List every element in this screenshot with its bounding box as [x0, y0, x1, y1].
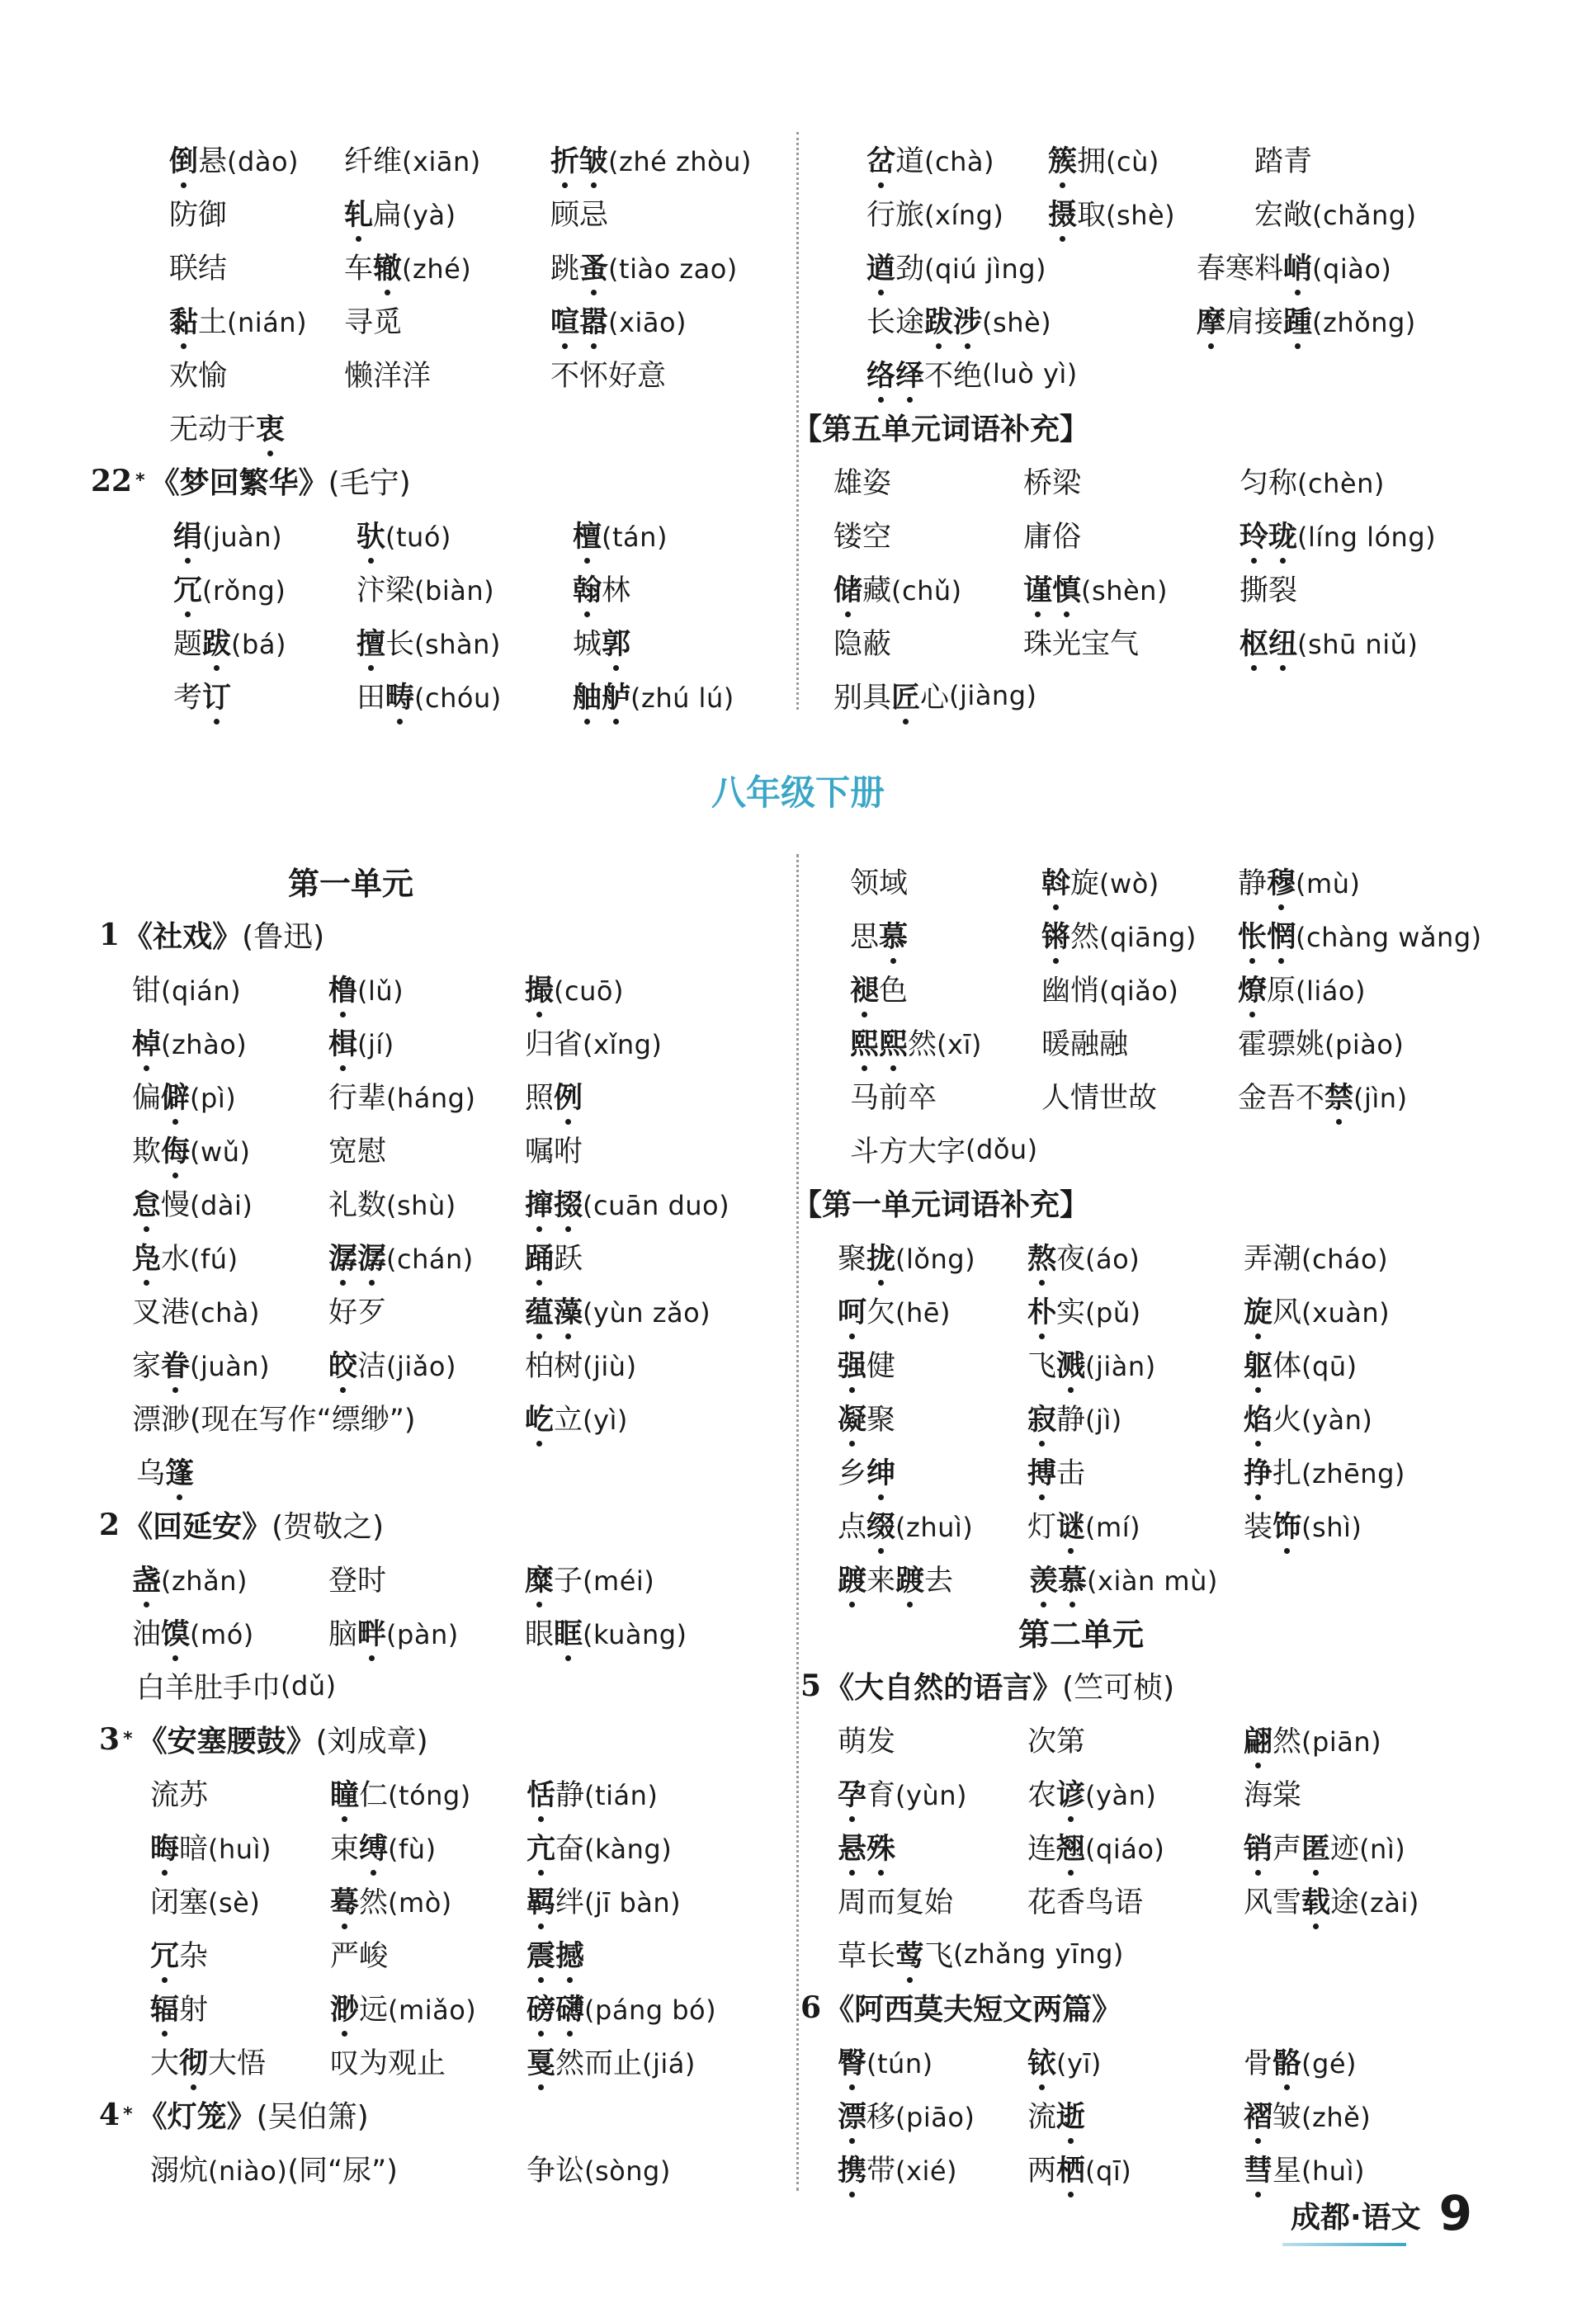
vocab-row	[784, 561, 1469, 615]
vocab-item: 飞溅(jiàn)	[1027, 1343, 1244, 1385]
vocab-item: 楫(jí)	[328, 1022, 525, 1063]
vocab-item: 翰林	[573, 568, 858, 609]
vocab-item: 呵欠(hē)	[838, 1290, 1027, 1331]
lesson-number: 3	[99, 1721, 120, 1757]
vocab-item: 储藏(chǔ)	[833, 568, 1023, 609]
vocab-item: 白羊肚手巾 (dǔ)	[136, 1669, 337, 1705]
vocab-item: 家眷(juàn)	[132, 1343, 328, 1385]
vocab-item: 溺炕(niào)(同“尿”)	[150, 2154, 398, 2188]
vocab-item: 冗杂	[150, 1933, 330, 1975]
page-number: 9	[1438, 2185, 1472, 2241]
vocab-item: 躯体(qū)	[1244, 1343, 1523, 1385]
lesson-author: (鲁迅)	[242, 920, 325, 954]
vocab-item: 霍骠姚(piào)	[1238, 1027, 1405, 1061]
vocab-row	[91, 1069, 776, 1122]
vocab-list	[91, 507, 784, 722]
vocab-item: 岔道(chà)	[866, 139, 1048, 180]
vocab-item: 羡慕(xiàn mù)	[1029, 1558, 1523, 1599]
vocab-item: 归省(xǐng)	[525, 1027, 663, 1061]
lesson-number: 5	[800, 1668, 822, 1703]
vocab-item: 冗(rǒng)	[173, 568, 357, 609]
vocab-item: 踊跃	[525, 1236, 817, 1277]
vocab-item: 叹为观止	[330, 2046, 446, 2080]
vocab-row	[91, 1337, 776, 1390]
vocab-row	[91, 347, 784, 400]
vocab-item: 销声匿迹(nì)	[1244, 1826, 1523, 1867]
lesson-heading	[784, 1659, 1469, 1712]
vocab-item: 搏击	[1027, 1451, 1244, 1492]
page-footer	[1291, 2185, 1472, 2241]
vocab-row	[91, 1766, 776, 1820]
vocab-item: 弄潮(cháo)	[1244, 1242, 1389, 1276]
vocab-row	[784, 1551, 1469, 1605]
vocab-item: 亢奋(kàng)	[526, 1826, 819, 1867]
vocab-row	[784, 1444, 1469, 1498]
lesson-title: 《安塞腰鼓》	[137, 1725, 316, 1758]
vocab-item: 燎原(liáo)	[1238, 968, 1535, 1009]
lesson-number: 4	[99, 2097, 120, 2132]
vocab-list	[91, 961, 776, 1390]
vocab-item: 严峻	[330, 1939, 389, 1973]
vocab-item: 斗方大字 (dǒu)	[850, 1133, 1038, 1168]
lesson-author: (毛宁)	[328, 466, 411, 500]
vocab-item: 联结	[169, 252, 228, 286]
vocab-item: 褪色	[850, 968, 1041, 1009]
vocab-item: 幽悄(qiǎo)	[1041, 974, 1179, 1008]
vocab-item: 斡旋(wò)	[1041, 861, 1238, 902]
vocab-row	[91, 561, 784, 615]
lesson-author: (刘成章)	[315, 1725, 428, 1758]
vocab-row	[91, 615, 784, 668]
vocab-item: 礼数(shù)	[328, 1188, 456, 1222]
vocab-item: 思慕	[850, 914, 1041, 956]
unit-title: 第一单元	[287, 865, 413, 902]
vocab-item: 熙熙然(xī)	[850, 1022, 1041, 1063]
vocab-row	[784, 186, 1469, 239]
vocab-row	[91, 1176, 776, 1230]
vocab-item: 次第	[1027, 1725, 1086, 1758]
vocab-item: 熬夜(áo)	[1027, 1236, 1244, 1277]
vocab-item: 懒洋洋	[344, 359, 432, 393]
vocab-item: 两栖(qī)	[1027, 2148, 1244, 2189]
vocab-item: 长途跋涉(shè)	[866, 300, 1197, 341]
vocab-item: 跳蚤(tiào zao)	[550, 246, 862, 287]
lesson-heading	[91, 454, 784, 507]
vocab-item: 静穆(mù)	[1238, 861, 1535, 902]
vocab-item: 争讼(sòng)	[526, 2154, 671, 2188]
vocab-row	[91, 1122, 776, 1176]
lesson-heading	[91, 1498, 776, 1551]
lesson-number: 6	[800, 1990, 822, 2025]
vocab-row	[784, 908, 1482, 961]
vocab-item: 簇拥(cù)	[1048, 139, 1254, 180]
footer-accent-line	[1282, 2243, 1406, 2246]
vocab-item: 防御	[169, 198, 228, 232]
vocab-item: 倒悬(dào)	[169, 139, 344, 180]
vocab-item: 黏土(nián)	[169, 300, 344, 341]
vocab-item: 怅惘(chàng wǎng)	[1238, 914, 1535, 956]
vocab-item: 屹立(yì)	[525, 1397, 817, 1438]
vocab-item: 羁绊(jī bàn)	[526, 1880, 819, 1921]
vocab-item: 乌 篷	[91, 1444, 776, 1498]
vocab-item: 撮(cuō)	[525, 968, 817, 1009]
vocab-row	[784, 961, 1469, 1015]
vocab-item: 灯谜(mí)	[1027, 1504, 1244, 1546]
lesson-heading	[91, 908, 776, 961]
vocab-item: 点缀(zhuì)	[838, 1504, 1027, 1546]
vocab-item: 踱来踱去	[838, 1558, 1029, 1599]
vocab-item: 震撼	[526, 1933, 819, 1975]
vocab-item: 踏青	[1254, 144, 1313, 178]
vocab-item: 行辈(háng)	[328, 1081, 476, 1115]
lesson-title: 《大自然的语言》	[824, 1671, 1063, 1705]
vocab-item: 瞳仁(tóng)	[330, 1773, 526, 1814]
vocab-row	[784, 1283, 1469, 1337]
vocab-item: 怠慢(dài)	[132, 1182, 328, 1224]
vocab-item: 糜子(méi)	[525, 1558, 817, 1599]
vocab-item: 凝聚	[838, 1397, 1027, 1438]
vocab-item: 花香鸟语	[1027, 1886, 1144, 1919]
vocab-item: 凫水(fú)	[132, 1236, 328, 1277]
vocab-item: 萌发	[838, 1725, 896, 1758]
vocab-item: 聚拢(lǒng)	[838, 1236, 1027, 1277]
vocab-item: 风雪载途(zài)	[1244, 1880, 1523, 1921]
vocab-item: 潺潺(chán)	[328, 1236, 525, 1277]
vocab-item: 匀称(chèn)	[1239, 466, 1385, 500]
vocab-item: 脑畔(pàn)	[328, 1612, 525, 1653]
vocab-item: 驮(tuó)	[357, 514, 573, 555]
vocab-item: 携带(xié)	[838, 2148, 1027, 2189]
vocab-row	[91, 2141, 776, 2195]
vocab-item: 钳(qián)	[132, 974, 242, 1008]
vocab-row	[784, 507, 1469, 561]
vocab-item: 闭塞(sè)	[150, 1886, 261, 1919]
vocab-item: 欢愉	[169, 359, 228, 393]
vocab-item: 戛然而止(jiá)	[526, 2041, 819, 2082]
vocab-item: 农谚(yàn)	[1027, 1773, 1244, 1814]
vocab-row	[91, 1283, 776, 1337]
vocab-item: 寂静(jì)	[1027, 1397, 1244, 1438]
vocab-item: 海棠	[1244, 1778, 1302, 1812]
vocab-item: 臀(tún)	[838, 2041, 1027, 2082]
vocab-item: 宏敞(chǎng)	[1254, 198, 1417, 232]
lesson-star: *	[123, 2104, 133, 2125]
vocab-item: 欺侮(wǔ)	[132, 1129, 328, 1170]
lesson-title: 《灯笼》	[137, 2100, 257, 2134]
vocab-row	[91, 1873, 776, 1927]
lesson-star: *	[135, 470, 145, 491]
top-right-column	[784, 132, 1469, 722]
vocab-item: 磅礴(páng bó)	[526, 1987, 819, 2028]
lesson-title: 《社戏》	[123, 920, 243, 954]
vocab-row	[91, 961, 776, 1015]
bottom-left-column	[91, 854, 776, 2195]
vocab-item: 蓦然(mò)	[330, 1880, 526, 1921]
vocab-row	[784, 293, 1469, 347]
vocab-item: 恬静(tián)	[526, 1773, 819, 1814]
vocab-row	[91, 1015, 776, 1069]
lesson-heading	[91, 1712, 776, 1766]
vocab-row	[91, 1980, 776, 2034]
lesson-author: (竺可桢)	[1062, 1671, 1175, 1705]
vocab-item: 连翘(qiáo)	[1027, 1826, 1244, 1867]
vocab-row	[784, 854, 1469, 908]
vocab-item: 春寒料峭(qiào)	[1197, 246, 1551, 287]
lesson-title: 《梦回繁华》	[149, 466, 328, 500]
vocab-row	[784, 132, 1469, 186]
vocab-item: 纤维(xiān)	[344, 144, 481, 178]
vocab-item: 强健	[838, 1343, 1027, 1385]
vocab-row	[91, 239, 784, 293]
vocab-item: 束缚(fù)	[330, 1826, 526, 1867]
vocab-item: 金吾不禁(jìn)	[1238, 1075, 1535, 1116]
vocab-row	[784, 1712, 1469, 1766]
vocab-item: 宽慰	[328, 1135, 387, 1168]
supplement-heading: 【第一单元词语补充】	[792, 1188, 1090, 1222]
vocab-row	[784, 1337, 1469, 1390]
vocab-list	[784, 1230, 1469, 1551]
vocab-list	[91, 132, 784, 400]
vocab-item: 柏树(jiù)	[525, 1349, 637, 1383]
vocab-item: 朴实(pǔ)	[1027, 1290, 1244, 1331]
footer-brand: 成都·语文	[1290, 2201, 1421, 2235]
vocab-item: 不怀好意	[550, 359, 667, 393]
vocab-row	[784, 239, 1469, 293]
vocab-item: 城郭	[573, 621, 858, 663]
lesson-heading	[91, 2088, 776, 2141]
vocab-item: 照例	[525, 1075, 817, 1116]
vocab-row	[784, 2034, 1469, 2088]
vocab-item: 雄姿	[833, 466, 892, 500]
vocab-row	[91, 186, 784, 239]
vocab-item: 檀(tán)	[573, 514, 858, 555]
vocab-item: 眼眶(kuàng)	[525, 1612, 817, 1653]
vocab-item: 辐射	[150, 1987, 330, 2028]
vocab-item: 遒劲(qiú jìng)	[866, 246, 1197, 287]
vocab-item: 谨慎(shèn)	[1023, 568, 1239, 609]
vocab-item: 偏僻(pì)	[132, 1075, 328, 1116]
vocab-list	[784, 1712, 1469, 1927]
vocab-item: 行旅(xíng)	[866, 198, 1004, 232]
lesson-title: 《回延安》	[123, 1510, 272, 1544]
lesson-author: (吴伯箫)	[256, 2100, 369, 2134]
vocab-item: 橹(lǔ)	[328, 968, 525, 1009]
vocab-item: 玲珑(líng lóng)	[1239, 514, 1518, 555]
vocab-item: 领域	[850, 866, 909, 900]
vocab-list	[91, 1551, 776, 1659]
vocab-item: 喧嚣(xiāo)	[550, 300, 862, 341]
vocab-item: 无动于 衷	[91, 400, 784, 454]
vocab-item: 彗星(huì)	[1244, 2148, 1523, 2189]
vocab-row	[784, 1015, 1469, 1069]
vocab-row	[784, 1230, 1469, 1283]
vocab-row	[784, 1069, 1469, 1122]
vocab-item: 汴梁(biàn)	[357, 574, 495, 607]
vocab-item: 铱(yī)	[1027, 2041, 1244, 2082]
vocab-item: 摄取(shè)	[1048, 192, 1254, 234]
bottom-right-column	[784, 854, 1482, 2195]
vocab-list	[784, 854, 1482, 1122]
vocab-row	[91, 507, 784, 561]
lesson-number: 1	[99, 917, 120, 952]
vocab-row	[91, 1230, 776, 1283]
vocab-item: 流苏	[150, 1778, 209, 1812]
vocab-item: 叉港(chà)	[132, 1296, 260, 1329]
lesson-star: *	[123, 1729, 133, 1749]
vocab-item: 田畴(chóu)	[357, 675, 573, 716]
vocab-item: 悬殊	[838, 1826, 1027, 1867]
vocab-item: 锵然(qiāng)	[1041, 914, 1238, 956]
lesson-number: 22	[91, 463, 133, 498]
vocab-item: 漂渺(现在写作“缥缈”)	[132, 1403, 416, 1437]
vocab-item: 草长 莺 飞 (zhǎng yīng)	[784, 1927, 1469, 1980]
vocab-item: 马前卒	[850, 1081, 937, 1115]
vocab-item: 流逝	[1027, 2094, 1244, 2136]
vocab-item: 络 绎 不绝 (luò yì)	[784, 347, 1469, 400]
vocab-row	[91, 1605, 776, 1659]
vocab-row	[784, 1873, 1469, 1927]
vocab-item: 车辙(zhé)	[344, 246, 550, 287]
top-left-column	[91, 132, 784, 722]
vocab-row	[91, 668, 784, 722]
vocab-row	[784, 615, 1469, 668]
unit-title: 第二单元	[1018, 1616, 1144, 1653]
vocab-item: 翩然(piān)	[1244, 1719, 1523, 1760]
supplement-heading: 【第五单元词语补充】	[792, 413, 1090, 446]
vocab-item: 登时	[328, 1564, 387, 1598]
vocab-item: 皎洁(jiǎo)	[328, 1343, 525, 1385]
vocab-item: 油馍(mó)	[132, 1612, 328, 1653]
vocab-item: 蕴藻(yùn zǎo)	[525, 1290, 817, 1331]
vocab-item: 撺掇(cuān duo)	[525, 1182, 817, 1224]
vocab-row	[784, 1766, 1469, 1820]
vocab-item: 盏(zhǎn)	[132, 1558, 328, 1599]
vocab-list	[91, 1766, 776, 2088]
vocab-item: 题跋(bá)	[173, 621, 357, 663]
lesson-author: (贺敬之)	[272, 1510, 385, 1544]
vocab-item: 晦暗(huì)	[150, 1826, 330, 1867]
vocab-item: 焰火(yàn)	[1244, 1397, 1523, 1438]
vocab-item: 挣扎(zhēng)	[1244, 1451, 1523, 1492]
vocab-item: 嘱咐	[525, 1135, 583, 1168]
vocab-item: 舳舻(zhú lú)	[573, 675, 858, 716]
vocab-item: 旋风(xuàn)	[1244, 1290, 1523, 1331]
lesson-heading	[784, 1980, 1469, 2034]
vocab-list	[784, 454, 1469, 668]
vocab-item: 顾忌	[550, 198, 609, 232]
vocab-item: 隐蔽	[833, 627, 892, 661]
vocab-item: 擅长(shàn)	[357, 621, 573, 663]
vocab-item: 折皱(zhé zhòu)	[550, 139, 862, 180]
vocab-row	[91, 293, 784, 347]
vocab-item: 枢纽(shū niǔ)	[1239, 621, 1518, 663]
vocab-list	[784, 2034, 1469, 2195]
vocab-item: 棹(zhào)	[132, 1022, 328, 1063]
vocab-item: 摩肩接踵(zhǒng)	[1197, 300, 1551, 341]
vocab-item: 孕育(yùn)	[838, 1773, 1027, 1814]
vocab-item: 珠光宝气	[1023, 627, 1140, 661]
vocab-item: 庸俗	[1023, 520, 1082, 554]
vocab-row	[91, 1927, 776, 1980]
vocab-item: 撕裂	[1239, 574, 1298, 607]
vocab-row	[784, 454, 1469, 507]
vocab-item: 暖融融	[1041, 1027, 1129, 1061]
vocab-item: 人情世故	[1041, 1081, 1158, 1115]
vocab-item: 考订	[173, 675, 357, 716]
vocab-row	[91, 2034, 776, 2088]
vocab-item: 好歹	[328, 1296, 387, 1329]
vocab-item: 骨骼(gé)	[1244, 2041, 1523, 2082]
vocab-row	[784, 2088, 1469, 2141]
vocab-item: 褶皱(zhě)	[1244, 2094, 1523, 2136]
vocab-item: 漂移(piāo)	[838, 2094, 1027, 2136]
vocab-item: 装饰(shì)	[1244, 1504, 1523, 1546]
vocab-item: 乡绅	[838, 1451, 1027, 1492]
vocab-item: 桥梁	[1023, 466, 1082, 500]
grade-title: 八年级下册	[711, 772, 885, 813]
vocab-item: 渺远(miǎo)	[330, 1987, 526, 2028]
vocab-item: 镂空	[833, 520, 892, 554]
vocab-row	[91, 1551, 776, 1605]
vocab-item: 寻觅	[344, 305, 403, 339]
vocab-item: 绢(juàn)	[173, 514, 357, 555]
vocab-row	[784, 1820, 1469, 1873]
vocab-row	[784, 1498, 1469, 1551]
vocab-row	[91, 1390, 776, 1444]
vocab-row	[91, 1820, 776, 1873]
lesson-title: 《阿西莫夫短文两篇》	[824, 1993, 1122, 2027]
lesson-number: 2	[99, 1507, 120, 1542]
vocab-item: 轧扁(yà)	[344, 192, 550, 234]
vocab-row	[91, 132, 784, 186]
vocab-item: 周而复始	[838, 1886, 954, 1919]
vocab-item: 别具 匠 心 (jiàng)	[784, 668, 1469, 722]
vocab-row	[784, 1390, 1469, 1444]
vocab-item: 大彻大悟	[150, 2041, 330, 2082]
